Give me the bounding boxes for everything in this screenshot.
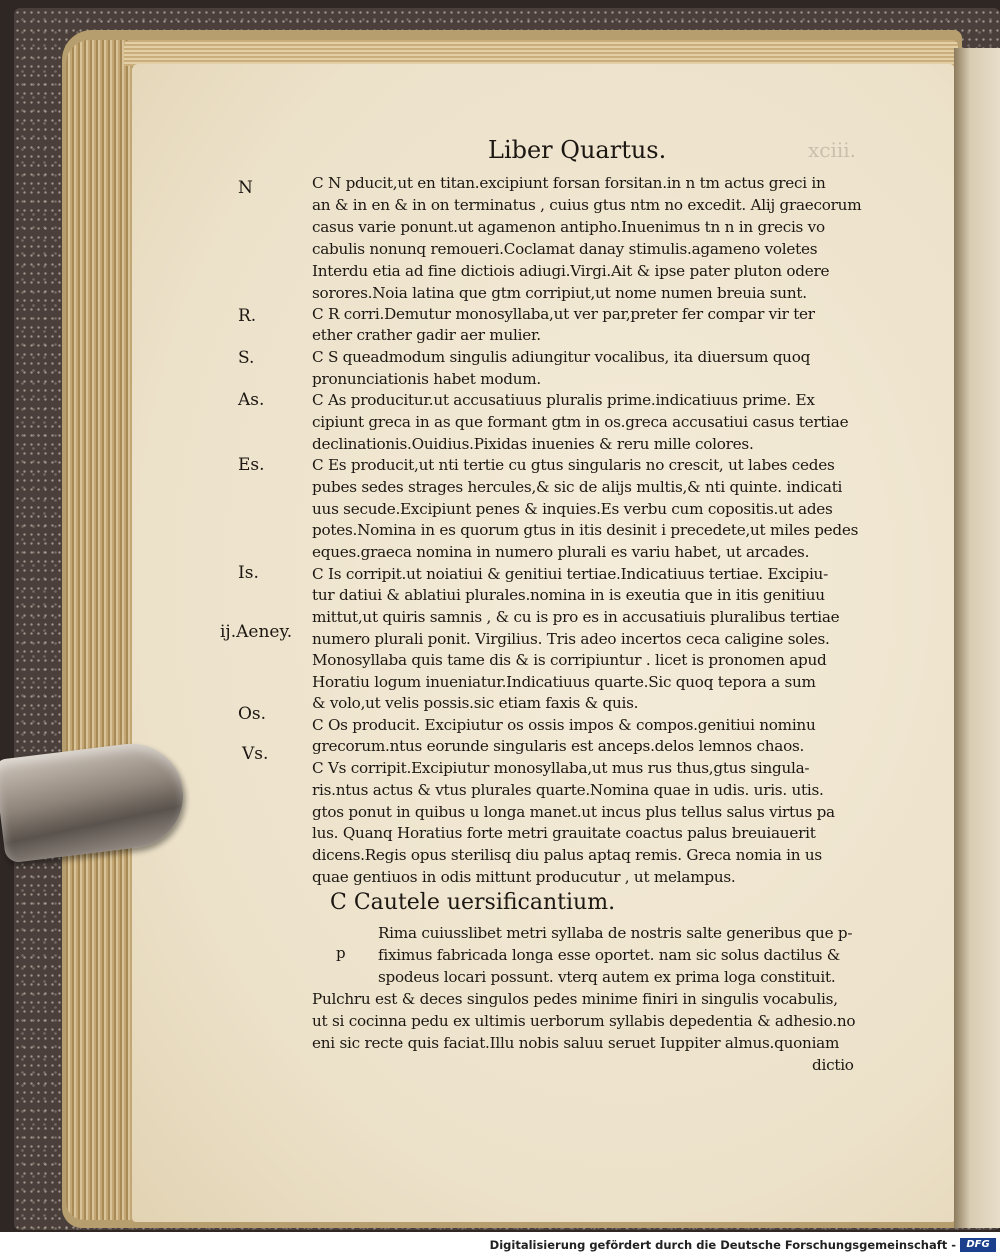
text-line: casus varie ponunt.ut agamenon antipho.Inuenimus tn n in grecis vo: [312, 218, 825, 236]
text-line: cabulis nonunq remoueri.Coclamat danay stimulis.agameno voletes: [312, 240, 818, 258]
text-line: spodeus locari possunt. vterq autem ex prima loga constituit.: [378, 968, 836, 986]
text-line: C N pducit,ut en titan.excipiunt forsan forsitan.in n tm actus greci in: [312, 174, 826, 192]
text-line: C Os producit. Excipiutur os ossis impos & compos.genitiui nominu: [312, 716, 816, 734]
bleed-through-text: xciii.: [808, 138, 857, 162]
text-line: uus secude.Excipiunt penes & inquies.Es verbu cum copositis.ut ades: [312, 500, 833, 518]
facing-page-gutter: [954, 48, 1000, 1228]
margin-label-as: As.: [238, 390, 265, 410]
margin-label-vs: Vs.: [242, 744, 269, 764]
margin-label-is: Is.: [238, 563, 259, 583]
text-line: eques.graeca nomina in numero plurali es variu habet, ut arcades.: [312, 543, 810, 561]
text-line: declinationis.Ouidius.Pixidas inuenies & reru mille colores.: [312, 435, 754, 453]
text-line: lus. Quanq Horatius forte metri grauitate coactus palus breuiauerit: [312, 824, 816, 842]
text-line: an & in en & in on terminatus , cuius gtus ntm no excedit. Alij graecorum: [312, 196, 862, 214]
margin-label-es: Es.: [238, 455, 265, 475]
text-line: ether crather gadir aer mulier.: [312, 326, 541, 344]
text-line: gtos ponut in quibus u longa manet.ut incus plus tellus salus virtus pa: [312, 803, 835, 821]
margin-label-r: R.: [238, 306, 257, 326]
section-heading: C Cautele uersificantium.: [330, 890, 616, 915]
text-line: Pulchru est & deces singulos pedes minime finiri in singulis vocabulis,: [312, 990, 838, 1008]
text-line: ut si cocinna pedu ex ultimis uerborum syllabis depedentia & adhesio.no: [312, 1012, 856, 1030]
text-line: C S queadmodum singulis adiungitur vocalibus, ita diuersum quoq: [312, 348, 811, 366]
text-line: grecorum.ntus eorunde singularis est anceps.delos lemnos chaos.: [312, 737, 805, 755]
text-line: & volo,ut velis possis.sic etiam faxis & quis.: [312, 694, 639, 712]
margin-label-os: Os.: [238, 704, 267, 724]
top-page-edges: [124, 40, 958, 66]
catchword: dictio: [812, 1056, 854, 1074]
margin-label-aeney: ij.Aeney.: [220, 622, 293, 642]
margin-label-s: S.: [238, 348, 255, 368]
text-line: numero plurali ponit. Virgilius. Tris adeo incertos ceca caligine soles.: [312, 630, 830, 648]
text-line: tur datiui & ablatiui plurales.nomina in is exeutia que in itis genitiuu: [312, 586, 825, 604]
text-line: dicens.Regis opus sterilisq diu palus aptaq remis. Greca nomia in us: [312, 846, 822, 864]
text-line: sorores.Noia latina que gtm corripiut,ut nome numen breuia sunt.: [312, 284, 807, 302]
text-line: cipiunt greca in as que formant gtm in os.greca accusatiui casus tertiae: [312, 413, 849, 431]
text-line: C R corri.Demutur monosyllaba,ut ver par,preter fer compar vir ter: [312, 305, 815, 323]
text-line: quae gentiuos in odis mittunt producutur , ut melampus.: [312, 868, 736, 886]
margin-label-n: N: [238, 178, 253, 198]
text-line: pubes sedes strages hercules,& sic de alijs multis,& nti quinte. indicati: [312, 478, 843, 496]
text-line: C Is corripit.ut noiatiui & genitiui tertiae.Indicatiuus tertiae. Excipiu-: [312, 565, 828, 583]
text-line: fiximus fabricada longa esse oportet. nam sic solus dactilus &: [378, 946, 841, 964]
text-line: C Vs corripit.Excipiutur monosyllaba,ut mus rus thus,gtus singula-: [312, 759, 810, 777]
dfg-logo-icon: DFG: [960, 1238, 996, 1252]
running-head: Liber Quartus.: [488, 136, 667, 164]
text-line: pronunciationis habet modum.: [312, 370, 542, 388]
text-line: C As producitur.ut accusatiuus pluralis prime.indicatiuus prime. Ex: [312, 391, 815, 409]
text-line: Interdu etia ad fine dictiois adiugi.Virgi.Ait & ipse pater pluton odere: [312, 262, 830, 280]
text-line: Monosyllaba quis tame dis & is corripiuntur . licet is pronomen apud: [312, 651, 827, 669]
page-edges: [66, 40, 136, 1220]
text-line: mittut,ut quiris samnis , & cu is pro es in accusatiuis pluralibus tertiae: [312, 608, 840, 626]
text-line: eni sic recte quis faciat.Illu nobis saluu seruet Iuppiter almus.quoniam: [312, 1034, 840, 1052]
text-line: Horatiu logum inueniatur.Indicatiuus quarte.Sic quoq tepora a sum: [312, 673, 816, 691]
text-line: C Es producit,ut nti tertie cu gtus singularis no crescit, ut labes cedes: [312, 456, 835, 474]
footer-credit: Digitalisierung gefördert durch die Deutsche Forschungsgemeinschaft -: [489, 1238, 956, 1252]
text-line: Rima cuiusslibet metri syllaba de nostris salte generibus que p-: [378, 924, 853, 942]
text-line: ris.ntus actus & vtus plurales quarte.Nomina quae in udis. uris. utis.: [312, 781, 824, 799]
initial-guide-letter: p: [336, 944, 346, 962]
text-line: potes.Nomina in es quorum gtus in itis desinit i precedete,ut miles pedes: [312, 521, 859, 539]
